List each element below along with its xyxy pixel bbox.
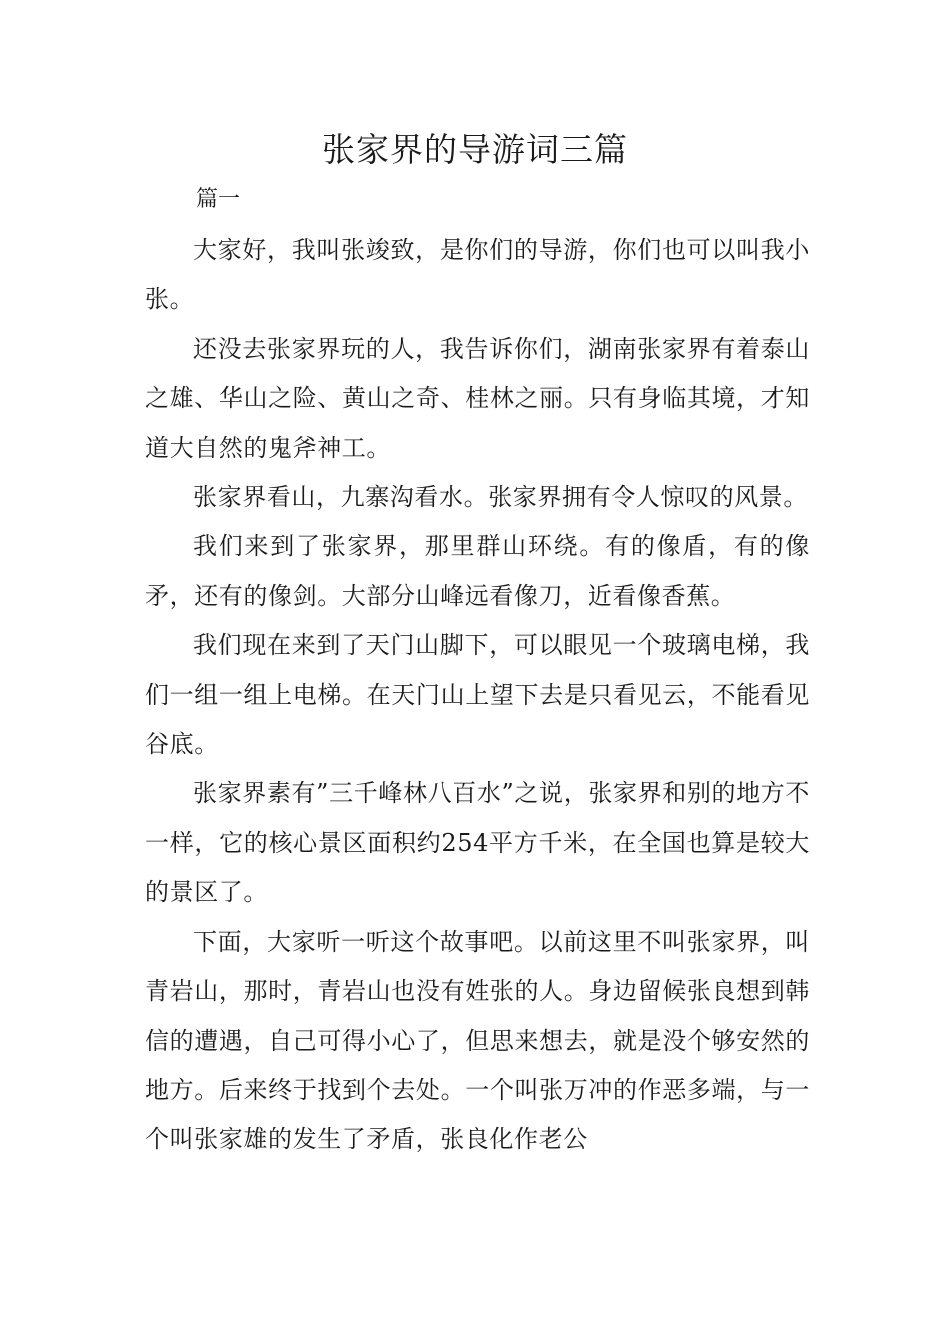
- paragraph-scenery: 张家界看山，九寨沟看水。张家界拥有令人惊叹的风景。: [193, 483, 808, 512]
- document-body: [145, 226, 810, 1165]
- section-label: 篇一: [196, 187, 241, 212]
- paragraph-intro: 还没去张家界玩的人，我告诉你们，湖南张家界有着泰山之雄、华山之险、黄山之奇、桂林之丽。只有身临其境，才知道大自然的鬼斧神工。: [145, 334, 810, 462]
- paragraph-greeting: 大家好，我叫张竣致，是你们的导游，你们也可以叫我小张。: [145, 236, 810, 314]
- paragraph-mountains: 我们来到了张家界，那里群山环绕。有的像盾，有的像矛，还有的像剑。大部分山峰远看像刀，近看像香蕉。: [145, 532, 810, 610]
- paragraph-tianmen: 我们现在来到了天门山脚下，可以眼见一个玻璃电梯，我们一组一组上电梯。在天门山上望下去是只看见云，不能看见谷底。: [145, 631, 810, 759]
- paragraph-area: 张家界素有”三千峰林八百水”之说，张家界和别的地方不一样，它的核心景区面积约254平方千米，在全国也算是较大的景区了。: [145, 779, 810, 907]
- document-title: 张家界的导游词三篇: [322, 130, 628, 169]
- paragraph-story: 下面，大家听一听这个故事吧。以前这里不叫张家界，叫青岩山，那时，青岩山也没有姓张的人。身边留候张良想到韩信的遭遇，自己可得小心了，但思来想去，就是没个够安然的地方。后来终于找到个去处。一个叫张万冲的作恶多端，与一个叫张家雄的发生了矛盾，张良化作老公: [145, 927, 810, 1154]
